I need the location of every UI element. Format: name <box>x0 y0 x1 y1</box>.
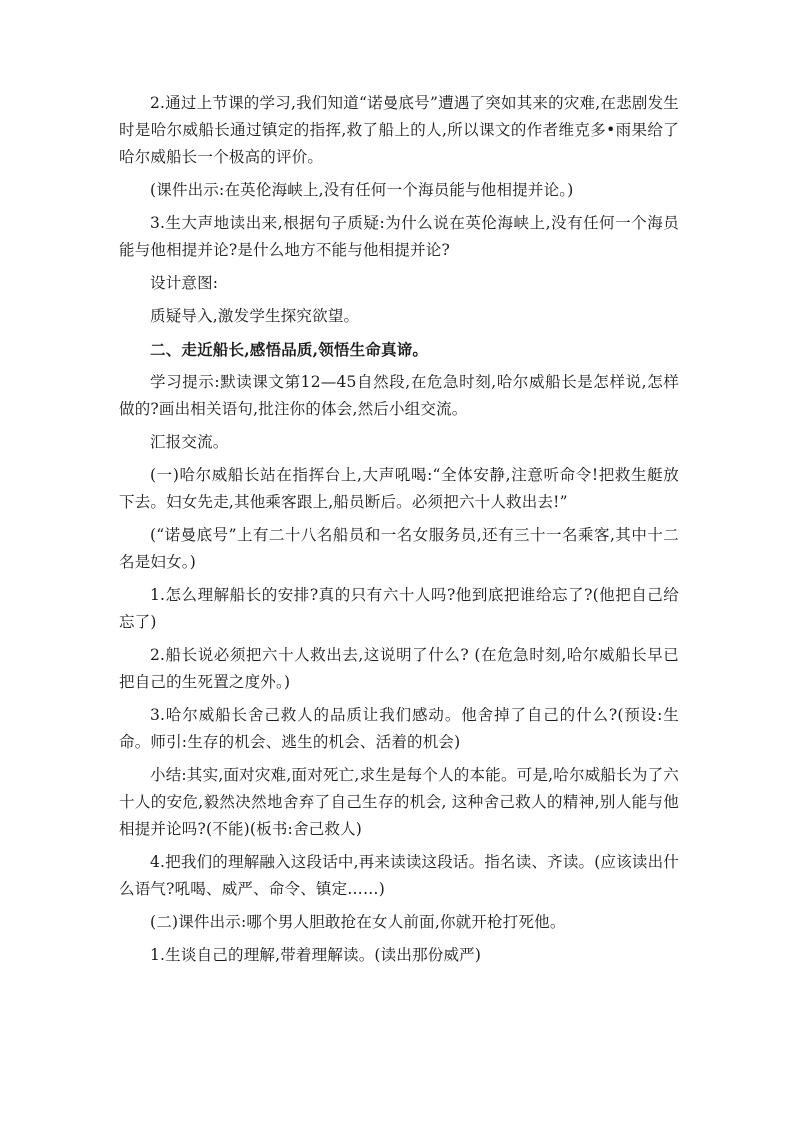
paragraph: (“诺曼底号”上有二十八名船员和一名女服务员,还有三十一名乘客,其中十二名是妇女。) <box>119 526 679 571</box>
paragraph: 质疑导入,激发学生探究欲望。 <box>150 307 360 325</box>
paragraph: 学习提示:默读课文第12—45自然段,在危急时刻,哈尔威船长是怎样说,怎样做的?画出相关语句,批注你的体会,然后小组交流。 <box>119 373 679 418</box>
paragraph: 汇报交流。 <box>150 433 229 451</box>
paragraph: (课件出示:在英伦海峡上,没有任何一个海员能与他相提并论。) <box>150 181 574 199</box>
paragraph: 4.把我们的理解融入这段话中,再来读读这段话。指名读、齐读。(应该读出什么语气?吼喝、威严、命令、镇定……) <box>119 853 679 898</box>
paragraph: (二)课件出示:哪个男人胆敢抢在女人前面,你就开枪打死他。 <box>150 913 566 931</box>
paragraph: 3.哈尔威船长舍己救人的品质让我们感动。他舍掉了自己的什么?(预设:生命。师引:生存的机会、逃生的机会、活着的机会) <box>119 706 679 751</box>
paragraph: 2.通过上节课的学习,我们知道“诺曼底号”遭遇了突如其来的灾难,在悲剧发生时是哈尔威船长通过镇定的指挥,救了船上的人,所以课文的作者维克多•雨果给了哈尔威船长一个极高的评价。 <box>119 94 679 166</box>
paragraph: 1.怎么理解船长的安排?真的只有六十人吗?他到底把谁给忘了?(他把自己给忘了) <box>119 586 679 631</box>
paragraph: 3.生大声地读出来,根据句子质疑:为什么说在英伦海峡上,没有任何一个海员能与他相提并论?是什么地方不能与他相提并论? <box>119 214 679 259</box>
paragraph: (一)哈尔威船长站在指挥台上,大声吼喝:“全体安静,注意听命令!把救生艇放下去。妇女先走,其他乘客跟上,船员断后。必须把六十人救出去!” <box>119 466 679 511</box>
paragraph: 2.船长说必须把六十人救出去,这说明了什么? (在危急时刻,哈尔威船长早已把自己的生死置之度外。) <box>119 646 679 691</box>
paragraph: 1.生谈自己的理解,带着理解读。(读出那份威严) <box>150 946 482 964</box>
paragraph: 设计意图: <box>150 274 219 292</box>
document-page <box>119 90 679 975</box>
section-heading: 二、走近船长,感悟品质,领悟生命真谛。 <box>150 340 429 359</box>
paragraph: 小结:其实,面对灾难,面对死亡,求生是每个人的本能。可是,哈尔威船长为了六十人的安危,毅然决然地舍弃了自己生存的机会, 这种舍己救人的精神,别人能与他相提并论吗?(不能)(板书:舍己救人) <box>119 766 679 838</box>
